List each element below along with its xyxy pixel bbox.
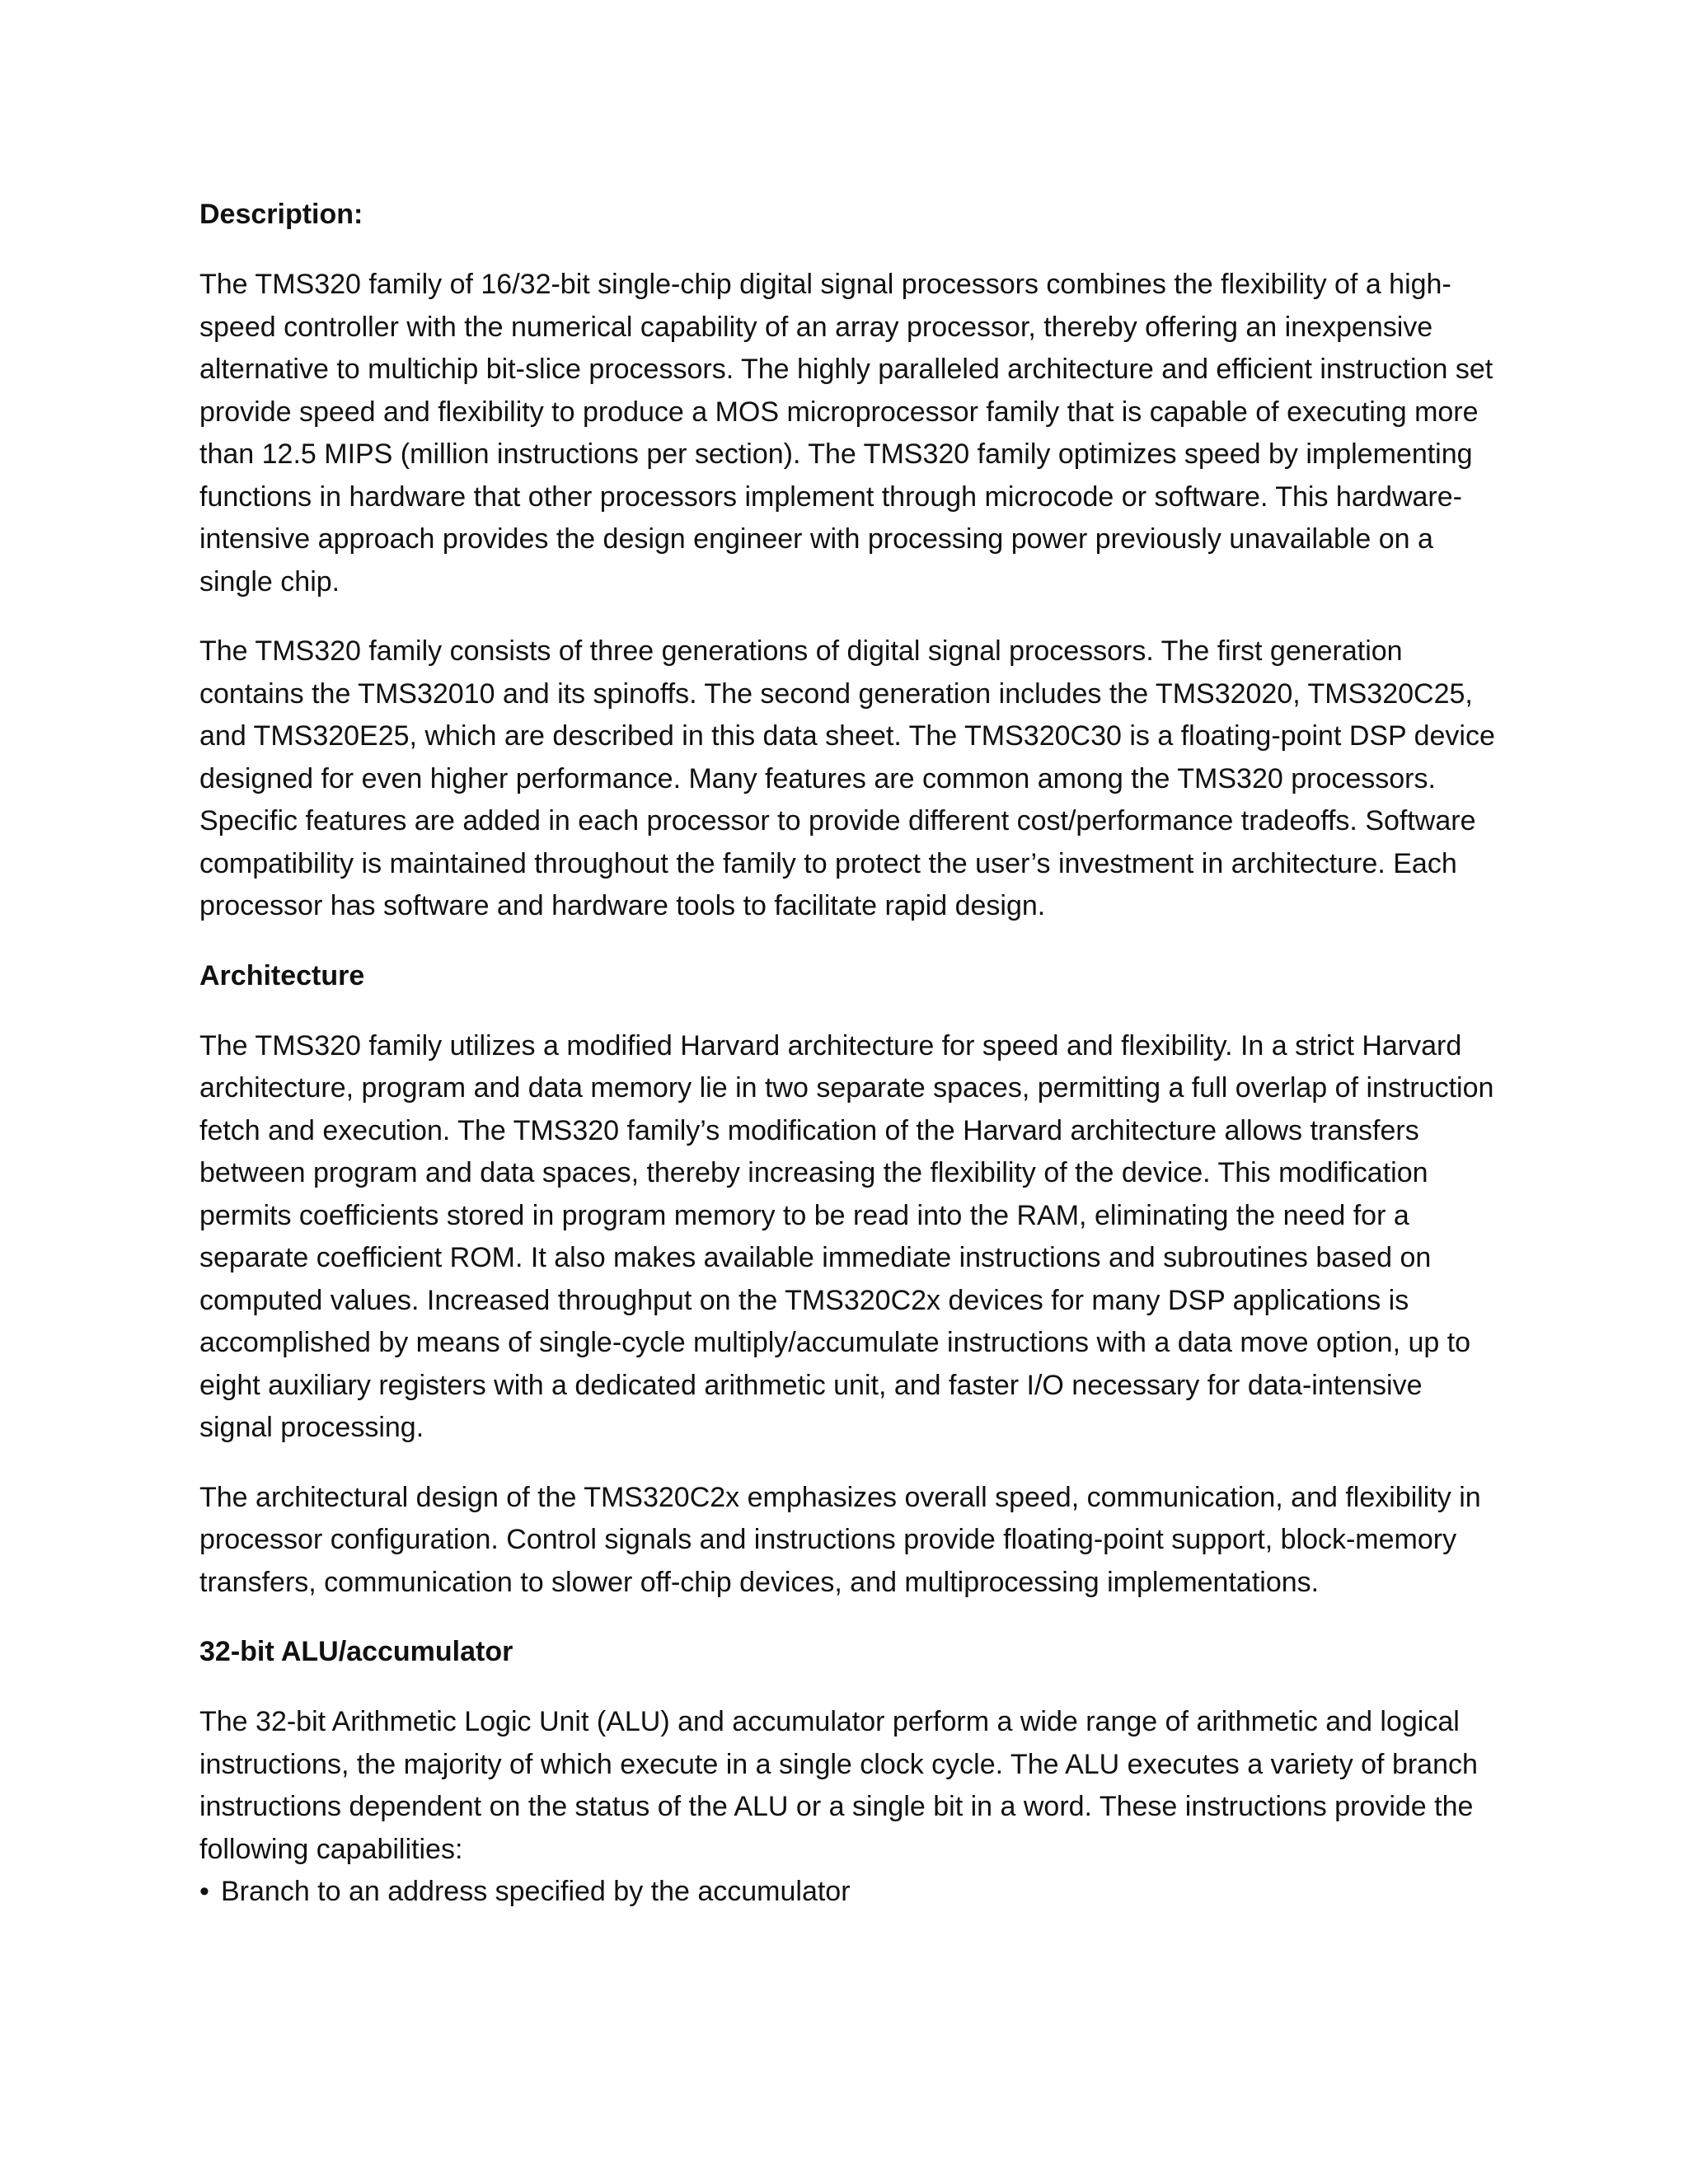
paragraph-alu-1: The 32-bit Arithmetic Logic Unit (ALU) and accumulator perform a wide range of arithmetic and logical instructions, the majority of which execute in a single clock cycle. The ALU executes a variety of branch instructions dependent on the status of the ALU or a single bit in a word. These instructions provide the following capabilities:	[199, 1706, 1478, 1865]
paragraph-description-1: The TMS320 family of 16/32-bit single-chip digital signal processors combines the flexibility of a high-speed controller with the numerical capability of an array processor, thereby offering an inexpensive alternative to multichip bit-slice processors. The highly paralleled architecture and efficient instruction set provide speed and flexibility to produce a MOS microprocessor family that is capable of executing more than 12.5 MIPS (million instructions per section). The TMS320 family optimizes speed by implementing functions in hardware that other processors implement through microcode or software. This hardware-intensive approach provides the design engineer with processing power previously unavailable on a single chip.	[199, 269, 1493, 598]
section-heading-alu: 32-bit ALU/accumulator	[199, 1636, 513, 1667]
bullet-icon: •	[199, 1876, 209, 1907]
bullet-list-item	[199, 1871, 1498, 1913]
section-heading-architecture: Architecture	[199, 959, 365, 991]
paragraph-architecture-2: The architectural design of the TMS320C2x emphasizes overall speed, communication, and flexibility in processor configuration. Control signals and instructions provide floating-point support, block-memory transfers, communication to slower off-chip devices, and multiprocessing implementations.	[199, 1481, 1481, 1598]
document-body	[199, 194, 1498, 1913]
bullet-text: Branch to an address specified by the accumulator	[221, 1876, 851, 1907]
paragraph-architecture-1: The TMS320 family utilizes a modified Harvard architecture for speed and flexibility. In a strict Harvard architecture, program and data memory lie in two separate spaces, permitting a full overlap of instruction fetch and execution. The TMS320 family’s modification of the Harvard architecture allows transfers between program and data spaces, thereby increasing the flexibility of the device. This modification permits coefficients stored in program memory to be read into the RAM, eliminating the need for a separate coefficient ROM. It also makes available immediate instructions and subroutines based on computed values. Increased throughput on the TMS320C2x devices for many DSP applications is accomplished by means of single-cycle multiply/accumulate instructions with a data move option, up to eight auxiliary registers with a dedicated arithmetic unit, and faster I/O necessary for data-intensive signal processing.	[199, 1029, 1494, 1443]
paragraph-description-2: The TMS320 family consists of three generations of digital signal processors. The first generation contains the TMS32010 and its spinoffs. The second generation includes the TMS32020, TMS320C25, and TMS320E25, which are described in this data sheet. The TMS320C30 is a floating-point DSP device designed for even higher performance. Many features are common among the TMS320 processors. Specific features are added in each processor to provide different cost/performance tradeoffs. Software compatibility is maintained throughout the family to protect the user’s investment in architecture. Each processor has software and hardware tools to facilitate rapid design.	[199, 635, 1495, 921]
section-heading-description: Description:	[199, 199, 363, 230]
